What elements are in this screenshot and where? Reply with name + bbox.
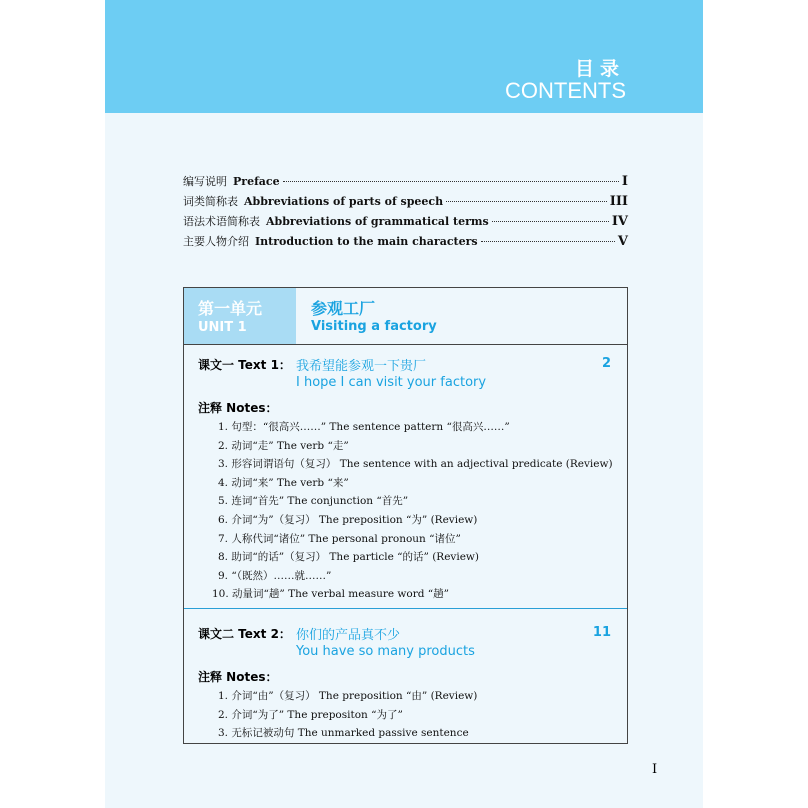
entry-cn: 词类简称表: [183, 195, 238, 208]
note-item: 8. 助词“的话”（复习） The particle “的话” (Review): [218, 551, 479, 564]
dot-leader: [492, 221, 609, 222]
entry-cn: 主要人物介绍: [183, 235, 249, 248]
title-en: CONTENTS: [505, 78, 626, 103]
note-item: 2. 介词“为了” The prepositon “为了”: [218, 708, 403, 721]
entry-en: Abbreviations of parts of speech: [244, 195, 444, 208]
notes-label: 注释 Notes：: [198, 401, 278, 415]
note-item: 3. 无标记被动句 The unmarked passive sentence: [218, 727, 469, 740]
unit-1-box: [183, 287, 628, 744]
entry-page: III: [609, 194, 628, 209]
page-number: I: [652, 762, 658, 777]
dot-leader: [481, 241, 615, 242]
text-page: 2: [601, 356, 611, 371]
note-item: 1. 句型：“很高兴……” The sentence pattern “很高兴……”: [218, 421, 510, 433]
entry-en: Introduction to the main characters: [255, 235, 478, 248]
note-item: 2. 动词“走” The verb “走”: [218, 439, 349, 452]
text-title-cn[interactable]: 你们的产品真不少: [296, 628, 401, 643]
text-title-en[interactable]: I hope I can visit your factory: [296, 375, 487, 390]
title-cn: 目录: [574, 58, 625, 80]
text-label: 课文二 Text 2：: [198, 627, 291, 641]
note-item: 9. “（既然）……就……”: [218, 569, 332, 582]
note-item: 1. 介词“由”（复习） The preposition “由” (Review): [218, 690, 478, 702]
entry-cn: 编写说明: [183, 175, 227, 188]
divider: [184, 344, 627, 345]
toc-entry[interactable]: [183, 173, 628, 189]
note-item: 4. 动词“来” The verb “来”: [218, 476, 349, 489]
toc-entry[interactable]: [183, 233, 628, 249]
entry-en: Preface: [233, 175, 280, 188]
unit-label-cell: [184, 288, 296, 344]
note-item: 10. 动量词“趟” The verbal measure word “趟”: [212, 588, 450, 601]
note-item: 5. 连词“首先” The conjunction “首先”: [218, 495, 409, 508]
dot-leader: [446, 201, 607, 202]
unit-title-en: Visiting a factory: [311, 319, 437, 334]
text-title-cn[interactable]: 我希望能参观一下贵厂: [296, 359, 427, 374]
entry-en: Abbreviations of grammatical terms: [266, 215, 489, 228]
entry-page: V: [617, 234, 628, 249]
notes-label: 注释 Notes：: [198, 670, 278, 684]
text-label: 课文一 Text 1：: [198, 358, 291, 372]
toc-entry[interactable]: [183, 213, 628, 229]
entry-cn: 语法术语简称表: [183, 215, 260, 228]
unit-title-cn: 参观工厂: [311, 299, 376, 318]
divider: [184, 608, 627, 609]
text-title-en[interactable]: You have so many products: [296, 644, 475, 659]
toc-entry[interactable]: [183, 193, 628, 209]
unit-en: UNIT 1: [198, 320, 247, 335]
contents-header: [105, 0, 703, 113]
note-item: 3. 形容词谓语句（复习） The sentence with an adjectival predicate (Review): [218, 458, 613, 471]
entry-page: IV: [611, 214, 628, 229]
entry-page: I: [621, 174, 628, 189]
note-item: 6. 介词“为”（复习） The preposition “为” (Review): [218, 514, 478, 526]
dot-leader: [283, 181, 619, 182]
note-item: 7. 人称代词“诸位” The personal pronoun “诸位”: [218, 532, 461, 545]
unit-cn: 第一单元: [198, 299, 263, 318]
text-page: 11: [592, 625, 611, 640]
